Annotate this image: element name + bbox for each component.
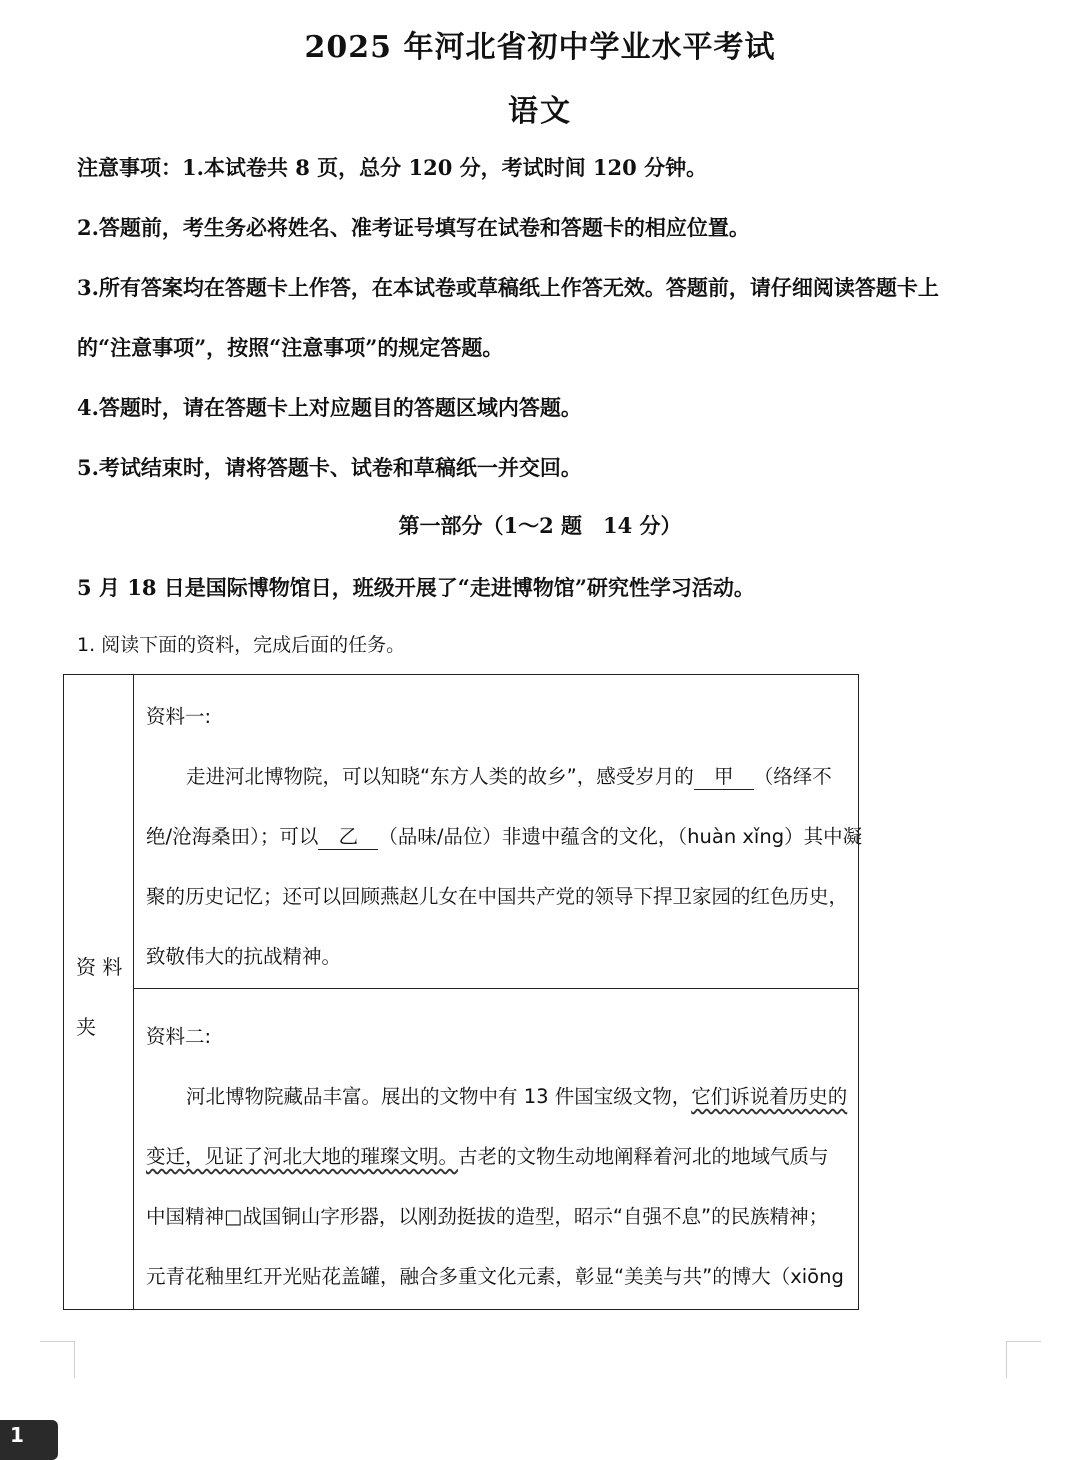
note-line-5: 4.答题时，请在答题卡上对应题目的答题区域内答题。 [77,395,582,420]
blank-jia: 甲 [694,761,754,790]
side-label-line-1: 资 料 [76,955,123,979]
material-two-cell [134,989,858,1309]
page-corner-mark-left [40,1341,75,1378]
side-label-line-2: 夹 [76,1015,96,1039]
material-one-cell [134,675,863,988]
material-one-line-2-text-a: 绝/沧海桑田）；可以 [146,825,319,848]
material-two-line-3: 中国精神□战国铜山字形器，以刚劲挺拔的造型，昭示“自强不息”的民族精神； [146,1205,829,1228]
note-line-3: 3.所有答案均在答题卡上作答，在本试卷或草稿纸上作答无效。答题前，请仔细阅读答题卡上 [77,275,939,300]
material-two-line-2 [146,1141,829,1169]
material-two-line-4: 元青花釉里红开光贴花盖罐，融合多重文化元素，彰显“美美与共”的博大（xiōng [146,1265,844,1288]
material-table [63,674,863,1310]
material-two-line-1 [146,1081,847,1109]
part-one-intro: 5 月 18 日是国际博物馆日，班级开展了“走进博物馆”研究性学习活动。 [77,575,755,600]
material-two-wavy-2: 变迁，见证了河北大地的璀璨文明。 [146,1145,459,1168]
page-number-badge: 1 [0,1420,58,1460]
material-two-wavy-1: 它们诉说着历史的 [691,1085,848,1108]
material-two-line-1-text-a: 河北博物院藏品丰富。展出的文物中有 13 件国宝级文物， [186,1085,692,1108]
exam-title: 2025 年河北省初中学业水平考试 [304,30,776,65]
note-line-1: 注意事项：1.本试卷共 8 页，总分 120 分，考试时间 120 分钟。 [77,155,708,180]
question-1: 1. 阅读下面的资料，完成后面的任务。 [77,634,406,656]
part-one-title: 第一部分（1～2 题 14 分） [398,513,682,538]
material-one-line-1-text-a: 走进河北博物院，可以知晓“东方人类的故乡”，感受岁月的 [186,765,694,788]
note-line-4: 的“注意事项”，按照“注意事项”的规定答题。 [77,335,504,360]
material-one-line-2 [146,821,862,850]
page-corner-mark-right [1006,1341,1041,1378]
note-line-2: 2.答题前，考生务必将姓名、准考证号填写在试卷和答题卡的相应位置。 [77,215,750,240]
material-one-header: 资料一: [146,705,212,728]
material-one-line-4: 致敬伟大的抗战精神。 [146,945,342,968]
material-two-header: 资料二: [146,1025,212,1048]
material-one-line-3: 聚的历史记忆；还可以回顾燕赵儿女在中国共产党的领导下捍卫家园的红色历史， [146,885,849,908]
material-one-line-1-text-b: （络绎不 [753,765,832,788]
blank-yi: 乙 [318,821,378,850]
material-one-line-2-text-b: （品味/品位）非遗中蕴含的文化，（huàn xǐng）其中凝 [378,825,863,848]
material-two-line-2-text-b: 古老的文物生动地阐释着河北的地域气质与 [458,1145,829,1168]
material-one-line-1 [146,761,832,790]
note-line-6: 5.考试结束时，请将答题卡、试卷和草稿纸一并交回。 [77,455,582,480]
subject-title: 语文 [508,94,572,129]
